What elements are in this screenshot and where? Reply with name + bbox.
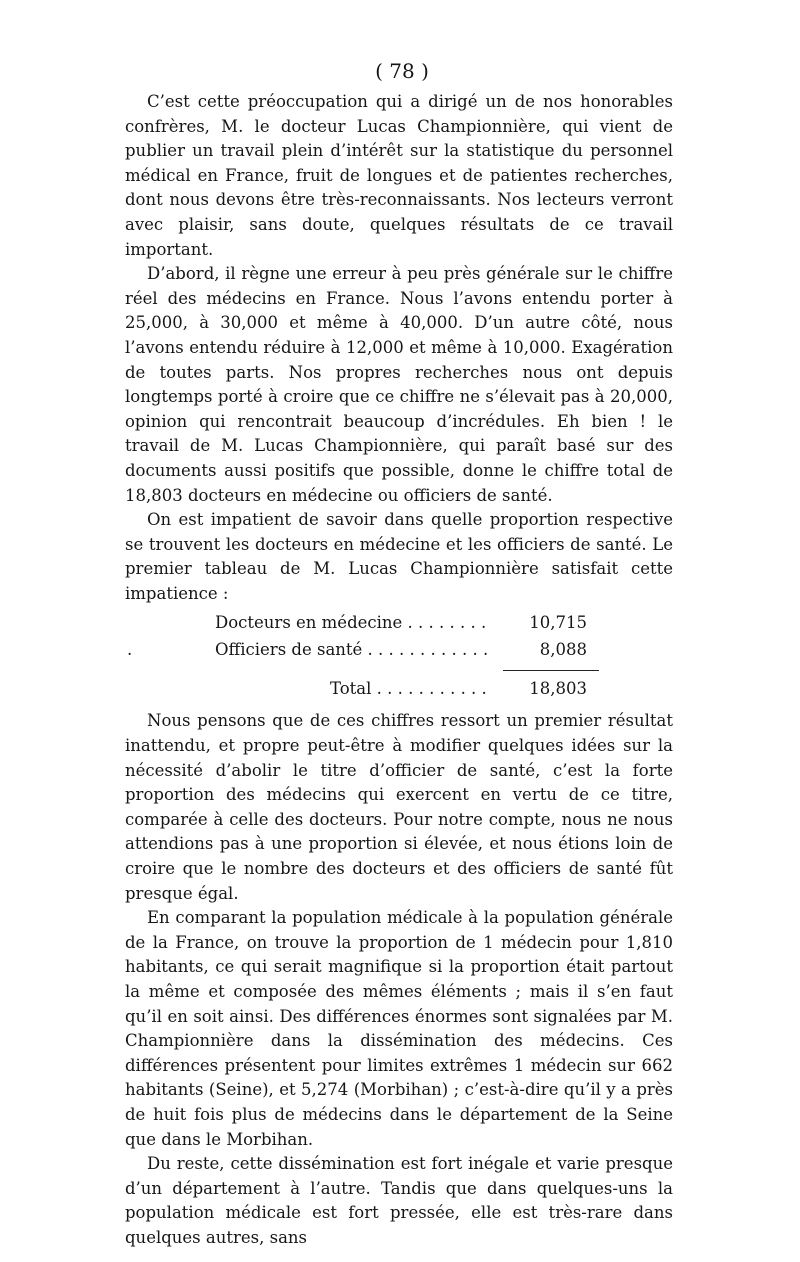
paragraph-5: En comparant la population médicale à la population générale de la France, on trouve la proportion de 1 médecin pour 1,810 habitants, ce qui serait magnifique si la proportion était partout la même et composée des mêmes éléments ; mais il s’en faut qu’il en soit ainsi. Des différences énormes sont signalées par M. Championnière dans la dissémination des médecins. Ces différences présentent pour limites extrêmes 1 médecin sur 662 habitants (Seine), et 5,274 (Morbihan) ; c’est-à-dire qu’il y a près de huit fois plus de médecins dans le département de la Seine que dans le Morbihan. <box>125 908 673 1149</box>
table-total-row <box>125 676 673 703</box>
paragraph-4: Nous pensons que de ces chiffres ressort un premier résultat inattendu, et propre peut-être à modifier quelques idées sur la nécessité d’abolir le titre d’officier de santé, c’est la forte proportion des médecins qui exercent en vertu de ce titre, comparée à celle des docteurs. Pour notre compte, nous ne nous attendions pas à une proportion si élevée, et nous étions loin de croire que le nombre des docteurs et des officiers de santé fût presque égal. <box>125 711 673 903</box>
table-row <box>125 637 673 664</box>
total-value: 18,803 <box>529 679 587 699</box>
paragraph-3: On est impatient de savoir dans quelle proportion respective se trouvent les docteurs en médecine et les officiers de santé. Le premier tableau de M. Lucas Championnière satisfait cette impatience : <box>125 510 673 603</box>
table-row <box>125 610 673 637</box>
paragraph-2: D’abord, il règne une erreur à peu près générale sur le chiffre réel des médecins en France. Nous l’avons entendu porter à 25,000, à 30,000 et même à 40,000. D’un autre côté, nous l’avons entendu réduire à 12,000 et même à 10,000. Exagération de toutes parts. Nos propres recherches nous ont depuis longtemps porté à croire que ce chiffre ne s’élevait pas à 20,000, opinion qui rencontrait beaucoup d’incrédules. Eh bien ! le travail de M. Lucas Championnière, qui paraît basé sur des documents aussi positifs que possible, donne le chiffre total de 18,803 docteurs en médecine ou officiers de santé. <box>125 264 673 505</box>
row-label: Docteurs en médecine . . . <box>215 610 490 635</box>
total-label: Total . . . <box>330 676 490 701</box>
row-label: Officiers de santé . . . <box>215 637 490 662</box>
sum-rule <box>125 664 673 676</box>
paragraph-1: C’est cette préoccupation qui a dirigé un de nos honorables confrères, M. le docteur Lucas Championnière, qui vient de publier un travail plein d’intérêt sur la statistique du personnel médical en France, fruit de longues et de patientes recherches, dont nous devons être très-reconnaissants. Nos lecteurs verront avec plaisir, sans doute, quelques résultats de ce travail important. <box>125 92 673 259</box>
row-mark: . <box>127 640 133 660</box>
book-page <box>125 56 673 1251</box>
row-value: 10,715 <box>529 613 587 633</box>
page-number: ( 78 ) <box>375 59 429 83</box>
statistics-table <box>125 610 673 703</box>
paragraph-6: Du reste, cette dissémination est fort inégale et varie presque d’un département à l’autre. Tandis que dans quelques-uns la population médicale est fort pressée, elle est très-rare dans quelques autres, sans <box>125 1154 673 1247</box>
row-value: 8,088 <box>539 640 587 660</box>
